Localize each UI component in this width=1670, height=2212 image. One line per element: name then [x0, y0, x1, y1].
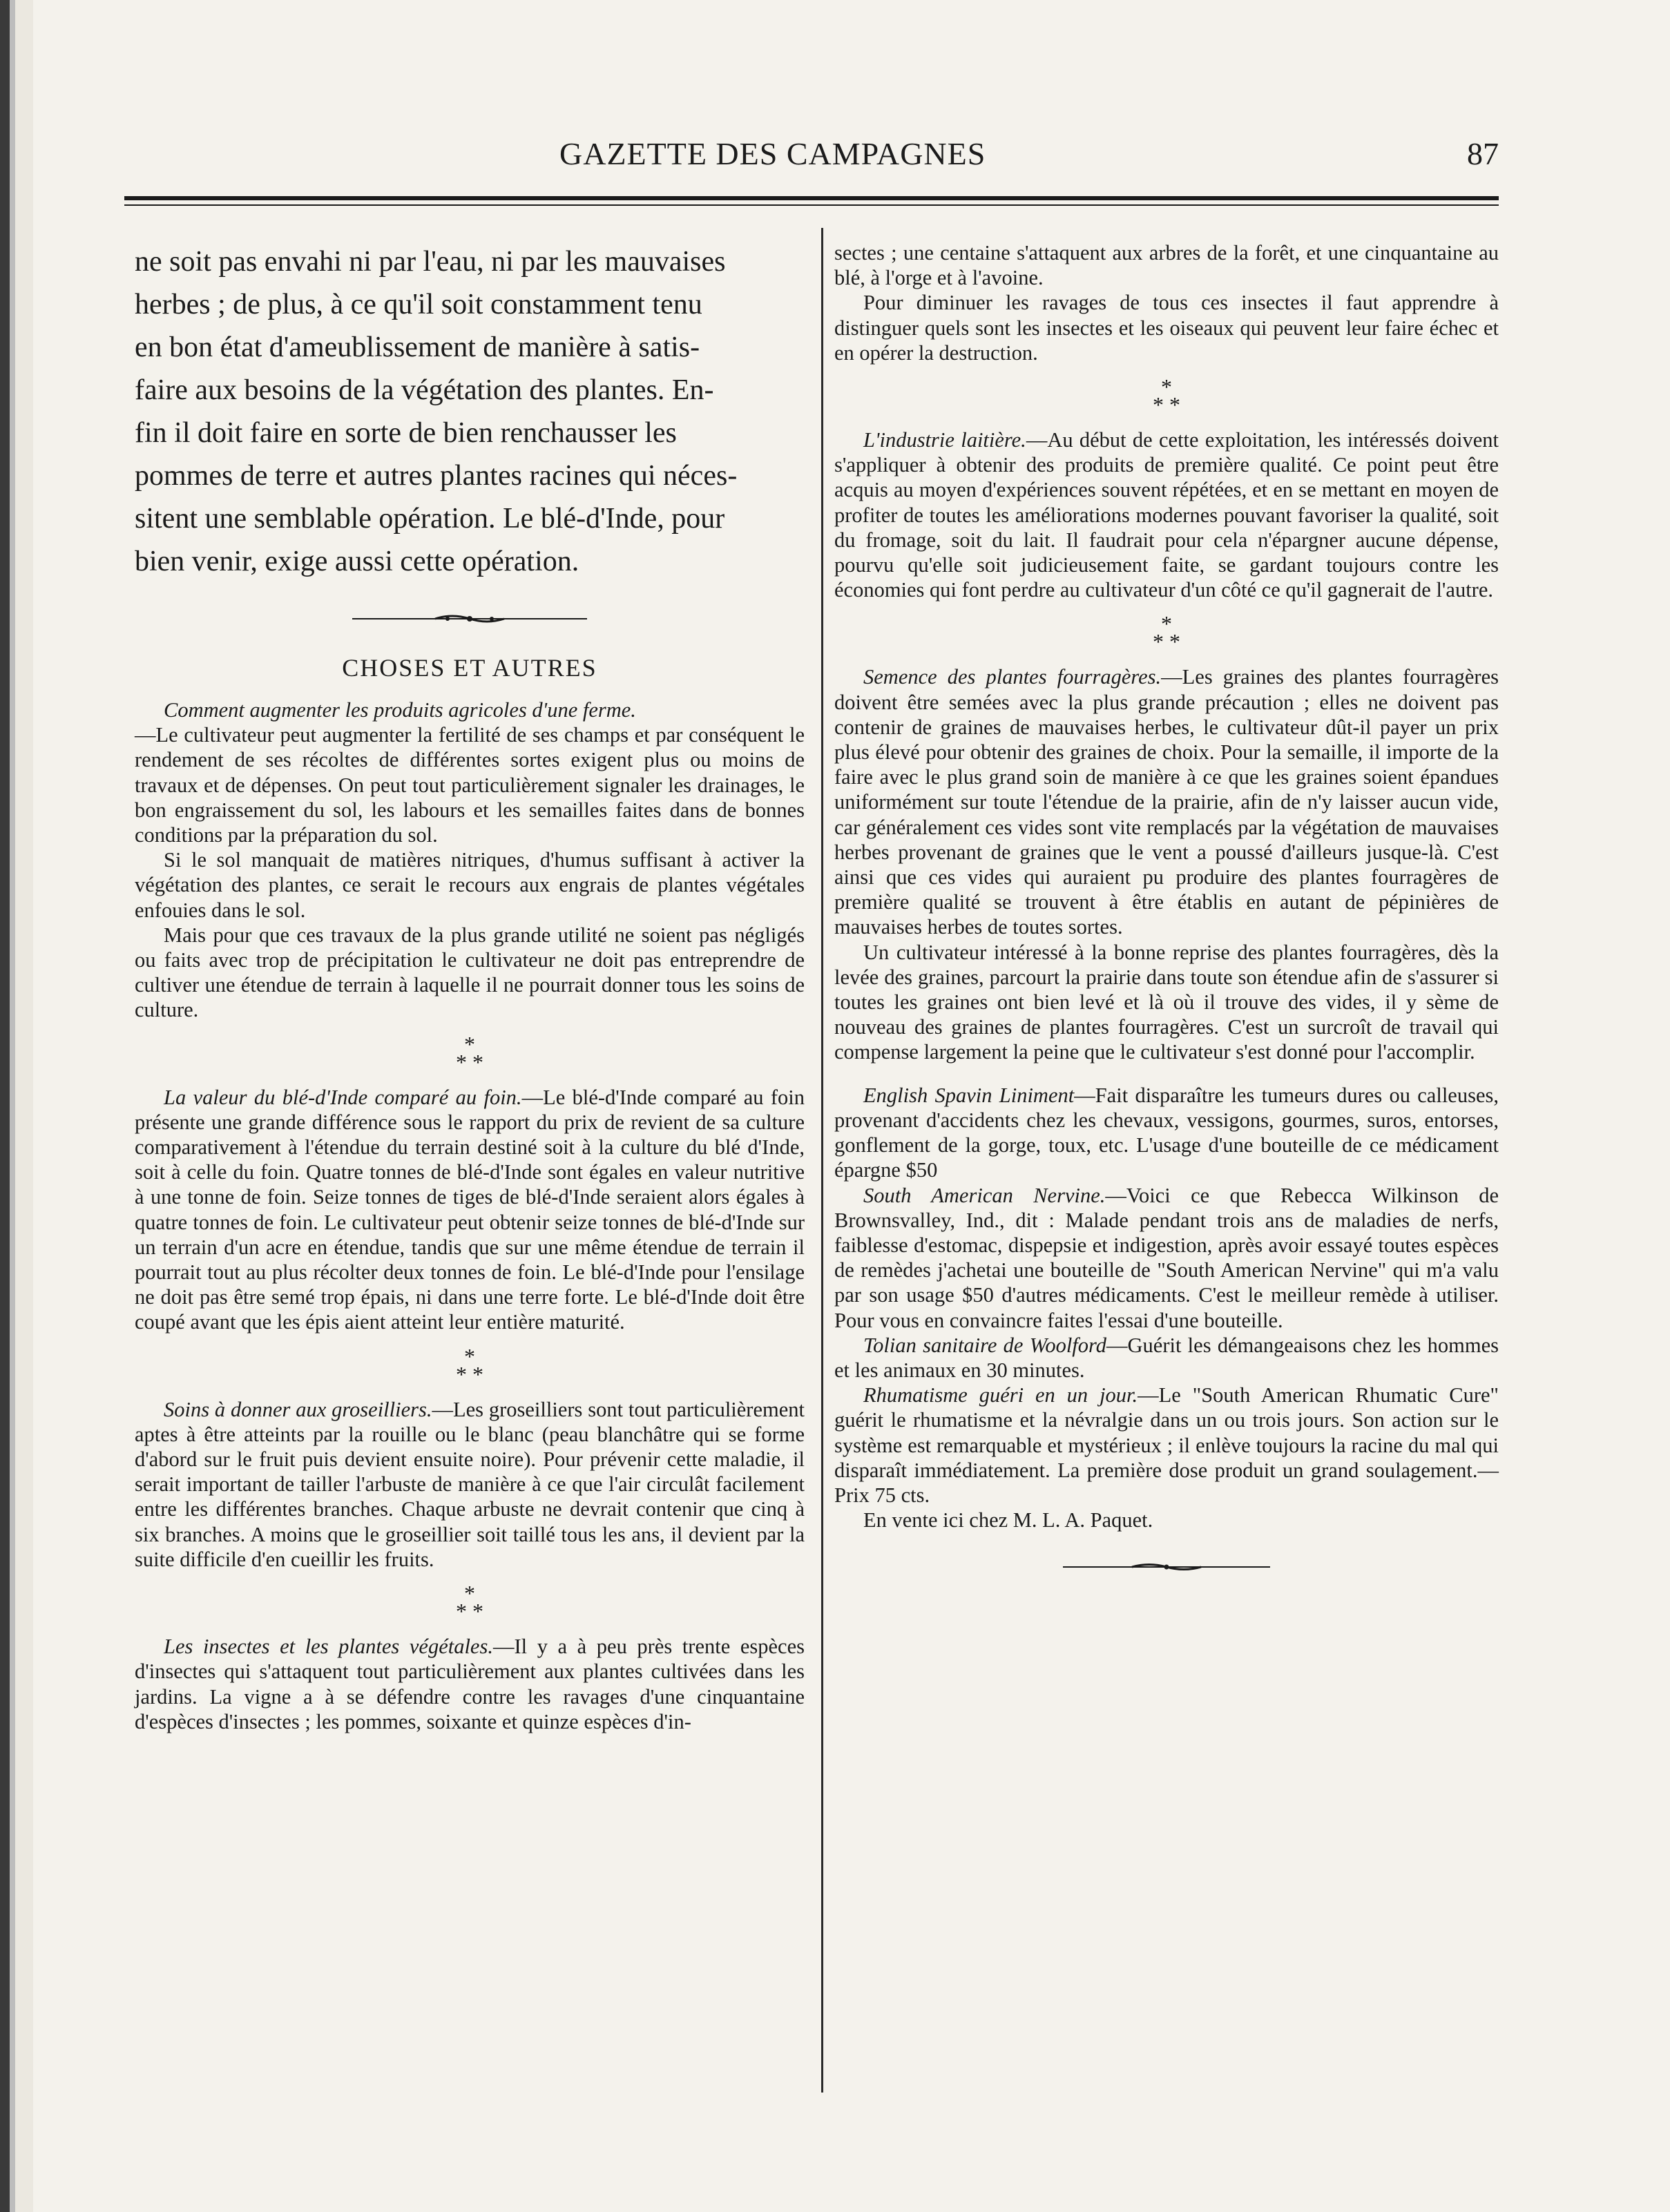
star-top: * [1161, 611, 1172, 637]
page-header [111, 135, 1499, 184]
ad-body: —Guérit les démangeaisons chez les hommes et les animaux en 30 minutes. [834, 1333, 1499, 1382]
star-bottom: * * [1153, 392, 1180, 418]
article-fourrageres [834, 664, 1499, 1064]
ornament-rule [135, 610, 805, 638]
star-bottom: * * [456, 1599, 483, 1624]
ad-body: —Fait disparaître les tumeurs dures ou calleuses, provenant d'accidents chez les chevaux, vessigons, gourmes, suros, entorses, gonflement de la gorge, toux, etc. L'usage d'une bouteille de ce médicament épargne $50 [834, 1083, 1499, 1182]
right-column [834, 240, 1499, 1588]
article-laitiere [834, 427, 1499, 602]
article-body: —Les graines des plantes fourragères doivent être semées avec la plus grande précaution ; elles ne doivent pas contenir de graines de mauvaises herbes, le cultivateur dût-il payer un prix plus élevé pour obtenir des graines de choix. Pour la semaille, il importe de la faire avec le plus grand soin de manière à ce que les graines soient épandues uniformément sur toute l'étendue de la prairie, afin de n'y laisser aucun vide, car généralement ces vides sont vite remplacés par la végétation de mauvaises herbes provenant de graines que le vent a poussé d'ailleurs jusque-là. C'est ainsi que ces vides qui auraient pu produire des plantes fourragères de première qualité se trouvent à être établis en autant de pépinières de mauvaises herbes de toutes sortes. [834, 665, 1499, 939]
intro-line: fin il doit faire en sorte de bien renchausser les [135, 417, 677, 449]
intro-line: en bon état d'ameublissement de manière à satis- [135, 331, 700, 363]
ad-title: Rhumatisme guéri en un jour. [863, 1383, 1138, 1407]
article-body: —Les groseilliers sont tout particulièrement aptes à être atteints par la rouille ou le blanc (peau blanchâtre qui se forme d'abord sur le fruit puis devient ensuite noire). Pour prévenir cette maladie, il serait important de tailler l'arbuste de manière à ce que l'air circulât facilement entre les différentes branches. Chaque arbuste ne devrait contenir que cinq à six branches. A moins que le groseillier soit taillé tous les ans, il devient par la suite difficile d'en cueillir les fruits. [135, 1397, 805, 1571]
star-top: * [464, 1581, 475, 1606]
ad-body: —Le "South American Rhumatic Cure" guérit le rhumatisme et la névralgie dans un ou trois jours. Son action sur le système est remarquable et mystérieux ; il enlève toujours la racine du mal qui disparaît immédiatement. La première dose produit un grand soulagement.—Prix 75 cts. [834, 1383, 1499, 1507]
intro-line: pommes de terre et autres plantes racines qui néces- [135, 460, 738, 492]
article-title: L'industrie laitière. [863, 428, 1026, 452]
section-title: CHOSES ET AUTRES [342, 654, 597, 682]
article-title: Semence des plantes fourragères. [863, 665, 1162, 689]
article-insectes [135, 1634, 805, 1734]
section-stars [135, 1031, 805, 1075]
article-title: Les insectes et les plantes végétales. [164, 1635, 493, 1659]
article-body: —Au début de cette exploitation, les intéressés doivent s'appliquer à obtenir des produits de première qualité. Ce point peut être acquis au moyen d'expériences souvent répétées, et en se mettant en moyen de profiter de toutes les améliorations modernes pouvant favoriser la qualité, soit du fromage, soit du lait. Il faudrait pour cela n'épargner aucune dépense, pourvu qu'elle soit judicieusement faite, se gardant toujours contre les économies qui font perdre au cultivateur d'un côté ce qu'il gagnerait de l'autre. [834, 428, 1499, 602]
article-body: —Il y a à peu près trente espèces d'insectes qui s'attaquent tout particulièrement aux plantes cultivées dans les jardins. La vigne a à se défendre contre les ravages d'une cinquantaine d'espèces d'insectes ; les pommes, soixante et quinze espèces d'in- [135, 1635, 805, 1733]
ad-body: —Voici ce que Rebecca Wilkinson de Brownsvalley, Ind., dit : Malade pendant trois ans de maladies de nerfs, faiblesse d'estomac, dispepsie et indigestion, après avoir essayé toutes espèces de remèdes j'achetai une bouteille de "South American Nervine" qui m'a valu par son usage $50 d'autres médicaments. C'est le meilleur remède à utiliser. Pour vous en convaincre faites l'essai d'une bouteille. [834, 1183, 1499, 1332]
article-paragraph: Pour diminuer les ravages de tous ces insectes il faut apprendre à distinguer quels sont les insectes et les oiseaux qui peuvent leur faire échec et en opérer la destruction. [834, 291, 1499, 365]
left-column [135, 240, 805, 1734]
article-groseilliers [135, 1397, 805, 1572]
star-top: * [464, 1343, 475, 1369]
star-bottom: * * [456, 1049, 483, 1075]
header-rule-thin [124, 204, 1499, 206]
intro-line: bien venir, exige aussi cette opération. [135, 546, 579, 577]
ornament-rule-bottom [834, 1560, 1499, 1588]
article-title: Comment augmenter les produits agricoles d'une ferme. [164, 698, 636, 722]
article-paragraph: Si le sol manquait de matières nitriques, d'humus suffisant à activer la végétation des plantes, ce serait le recours aux engrais de plantes végétales enfouies dans le sol. [135, 848, 805, 922]
intro-line: herbes ; de plus, à ce qu'il soit constamment tenu [135, 289, 702, 320]
article-ble-inde [135, 1085, 805, 1335]
article-body: —Le blé-d'Inde comparé au foin présente une grande différence sous le rapport du prix de revient de sa culture comparativement à l'étendue du terrain destiné soit à la culture du blé d'Inde, soit à celle du foin. Quatre tonnes de blé-d'Inde sont égales en valeur nutritive à une tonne de foin. Seize tonnes de tiges de blé-d'Inde seraient alors égales à quatre tonnes de foin. Le cultivateur peut obtenir seize tonnes de blé-d'Inde sur un terrain d'un acre en étendue, tandis que sur une même étendue de terrain il pourrait tout au plus récolter deux tonnes de foin. Le blé-d'Inde pour l'ensilage ne doit pas être semé trop épais, ni dans une terre forte. Le blé-d'Inde doit être coupé avant que les épis aient atteint leur entière maturité. [135, 1085, 805, 1334]
article-title: Soins à donner aux groseilliers. [164, 1397, 432, 1421]
section-stars [135, 1581, 805, 1624]
article-paragraph: sectes ; une centaine s'attaquent aux arbres de la forêt, et une cinquantaine au blé, à l'orge et à l'avoine. [834, 241, 1499, 290]
article-augmenter [135, 698, 805, 1023]
article-paragraph: Mais pour que ces travaux de la plus grande utilité ne soient pas négligés ou faits avec trop de précipitation le cultivateur ne doit pas entreprendre de cultiver une étendue de terrain à laquelle il ne pourrait donner tous les soins de culture. [135, 923, 805, 1022]
column-divider [821, 228, 823, 2093]
star-bottom: * * [1153, 629, 1180, 655]
article-insectes-cont [834, 240, 1499, 365]
advertisements [834, 1083, 1499, 1533]
article-body: —Le cultivateur peut augmenter la fertilité de ses champs et par conséquent le rendement de ses récoltes de différentes sortes exigent plus ou moins de travaux et de dépenses. On peut tout particulièrement signaler les drainages, le bon engraissement du sol, les labours et les semailles faites dans de bonnes conditions par la préparation du sol. [135, 723, 805, 847]
intro-line: sitent une semblable opération. Le blé-d'Inde, pour [135, 503, 725, 535]
ad-title: English Spavin Liniment [863, 1083, 1075, 1107]
ad-title: Tolian sanitaire de Woolford [863, 1333, 1107, 1357]
star-top: * [464, 1031, 475, 1057]
running-title: GAZETTE DES CAMPAGNES [559, 136, 986, 171]
page-number: 87 [1467, 136, 1499, 171]
article-paragraph: Un cultivateur intéressé à la bonne reprise des plantes fourragères, dès la levée des graines, parcourt la prairie dans toute son étendue afin de s'assurer si toutes les graines ont bien levé et là où il trouve des vides, il y sème de nouveau des graines de plantes fourragères. C'est un surcroît de travail qui compense largement la peine que le cultivateur s'est donné pour l'accomplir. [834, 940, 1499, 1064]
article-title: La valeur du blé-d'Inde comparé au foin. [164, 1085, 522, 1109]
intro-paragraph [135, 240, 805, 583]
ad-title: South American Nervine. [863, 1183, 1106, 1207]
section-stars [135, 1343, 805, 1387]
section-stars [834, 374, 1499, 418]
intro-line: faire aux besoins de la végétation des plantes. En- [135, 374, 714, 406]
star-top: * [1161, 374, 1172, 400]
intro-line: ne soit pas envahi ni par l'eau, ni par les mauvaises [135, 246, 726, 278]
header-rule-thick [124, 196, 1499, 200]
ad-sale-line: En vente ici chez M. L. A. Paquet. [863, 1508, 1153, 1532]
section-stars [834, 611, 1499, 655]
star-bottom: * * [456, 1361, 483, 1387]
page-binding-edge [0, 0, 33, 2212]
